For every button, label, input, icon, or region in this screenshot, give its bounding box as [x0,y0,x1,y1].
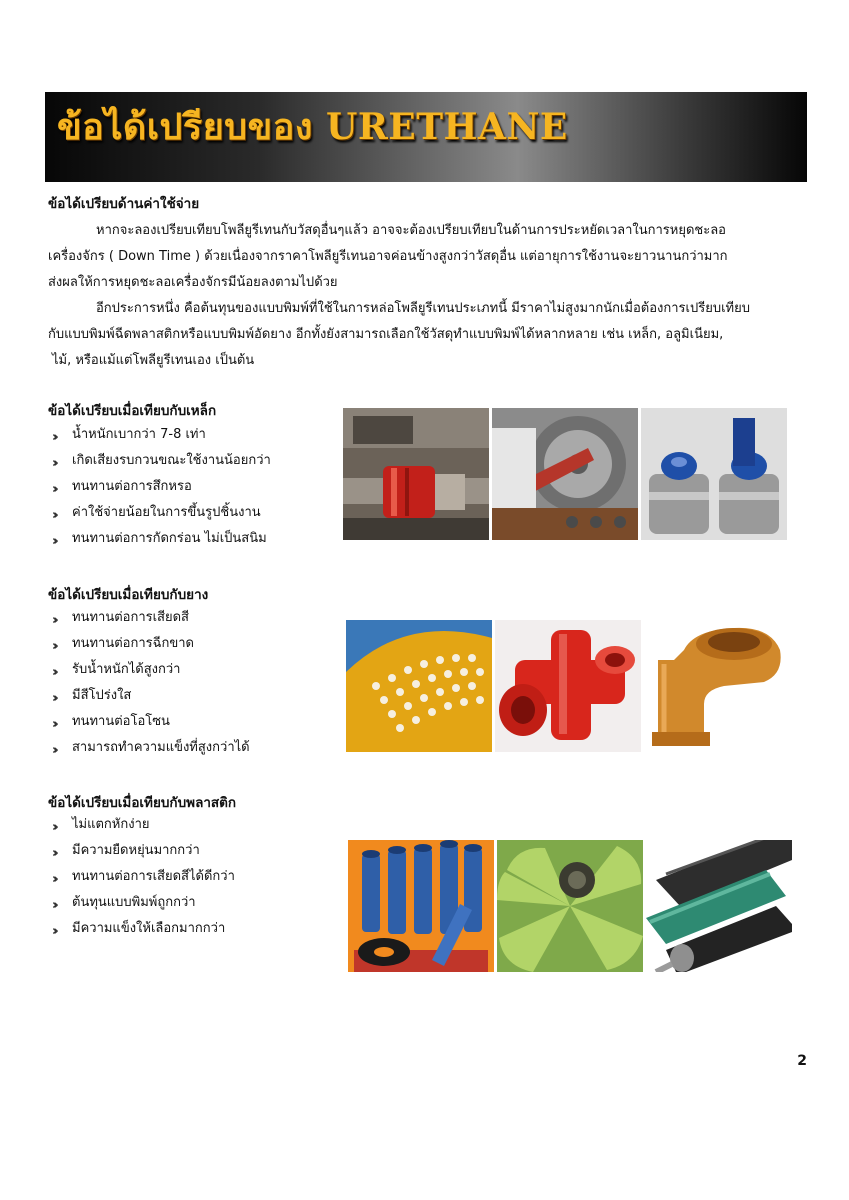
list-item: ›› ต้นทุนแบบพิมพ์ถูกกว่า [52,890,235,916]
cost-line-5: กับแบบพิมพ์ฉีดพลาสติกหรือแบบพิมพ์อัดยาง อีกทั้งยังสามารถเลือกใช้วัสดุทำแบบพิมพ์ได้หลากหลาย เช่น เหล็ก, อลูมิเนียม, [48,327,724,342]
list-item: ›› มีความยืดหยุ่นมากกว่า [52,838,235,864]
chevron-right-icon: ›› [52,639,55,654]
steel-list [52,422,271,552]
cost-line-1: หากจะลองเปรียบเทียบโพลียูรีเทนกับวัสดุอื่นๆแล้ว อาจจะต้องเปรียบเทียบในด้านการประหยัดเวลาในการหยุดชะลอ [96,223,726,238]
photo-green-impeller [497,840,643,972]
list-item: ›› ไม่แตกหักง่าย [52,812,235,838]
list-item: ›› มีสีโปร่งใส [52,683,250,709]
plastic-heading: ข้อได้เปรียบเมื่อเทียบกับพลาสติก [48,795,237,811]
photo-red-wheel-assembly [492,408,638,540]
cost-line-6: ไม้, หรือแม้แต่โพลียูรีเทนเอง เป็นต้น [52,353,255,368]
chevron-right-icon: ›› [52,898,55,913]
list-item: ›› ทนทานต่อการฉีกขาด [52,631,250,657]
chevron-right-icon: ›› [52,482,55,497]
list-item: ›› สามารถทำความแข็งที่สูงกว่าได้ [52,735,250,761]
rubber-list [52,605,250,761]
cost-heading: ข้อได้เปรียบด้านค่าใช้จ่าย [48,196,200,212]
list-item: ›› ทนทานต่อการสึกหรอ [52,474,271,500]
list-item: ›› มีความแข็งให้เลือกมากกว่า [52,916,235,942]
photo-orange-pump-casing [644,620,790,752]
chevron-right-icon: ›› [52,691,55,706]
chevron-right-icon: ›› [52,665,55,680]
list-item: ›› เกิดเสียงรบกวนขณะใช้งานน้อยกว่า [52,448,271,474]
chevron-right-icon: ›› [52,508,55,523]
list-item: ›› ทนทานต่อการเสียดสีได้ดีกว่า [52,864,235,890]
chevron-right-icon: ›› [52,820,55,835]
list-item: ›› น้ำหนักเบากว่า 7-8 เท่า [52,422,271,448]
photo-red-pipe-fittings [495,620,641,752]
list-item: ›› ค่าใช้จ่ายน้อยในการขึ้นรูปชิ้นงาน [52,500,271,526]
chevron-right-icon: ›› [52,924,55,939]
steel-photo-row [343,408,787,540]
list-item: ›› ทนทานต่อการเสียดสี [52,605,250,631]
chevron-right-icon: ›› [52,430,55,445]
steel-heading: ข้อได้เปรียบเมื่อเทียบกับเหล็ก [48,403,217,419]
cost-paragraph [48,218,788,374]
photo-red-roller-machine [343,408,489,540]
list-item: ›› รับน้ำหนักได้สูงกว่า [52,657,250,683]
list-item: ›› ทนทานต่อการกัดกร่อน ไม่เป็นสนิม [52,526,271,552]
chevron-right-icon: ›› [52,717,55,732]
cost-line-3: ส่งผลให้การหยุดชะลอเครื่องจักรมีน้อยลงตามไปด้วย [48,275,338,290]
chevron-right-icon: ›› [52,613,55,628]
list-item: ›› ทนทานต่อโอโซน [52,709,250,735]
cost-line-4: อีกประการหนึ่ง คือต้นทุนของแบบพิมพ์ที่ใช้ในการหล่อโพลียูรีเทนประเภทนี้ มีราคาไม่สูงมากนักเมื่อต้องการเปรียบเทียบ [96,301,750,316]
plastic-list [52,812,235,942]
chevron-right-icon: ›› [52,456,55,471]
page-title: ข้อได้เปรียบของ URETHANE [57,106,568,148]
photo-blue-rollers [641,408,787,540]
chevron-right-icon: ›› [52,872,55,887]
chevron-right-icon: ›› [52,743,55,758]
rubber-photo-row [346,620,790,752]
title-banner [45,92,807,182]
rubber-heading: ข้อได้เปรียบเมื่อเทียบกับยาง [48,587,209,603]
chevron-right-icon: ›› [52,846,55,861]
cost-line-2: เครื่องจักร ( Down Time ) ด้วยเนื่องจากราคาโพลียูรีเทนอาจค่อนข้างสูงกว่าวัสดุอื่น แต่อายุการใช้งานจะยาวนานกว่ามาก [48,249,728,264]
photo-blue-cylinders [348,840,494,972]
photo-yellow-screen [346,620,492,752]
chevron-right-icon: ›› [52,534,55,549]
page-number: 2 [797,1053,807,1069]
photo-green-black-rollers [646,840,792,972]
plastic-photo-row [348,840,792,972]
